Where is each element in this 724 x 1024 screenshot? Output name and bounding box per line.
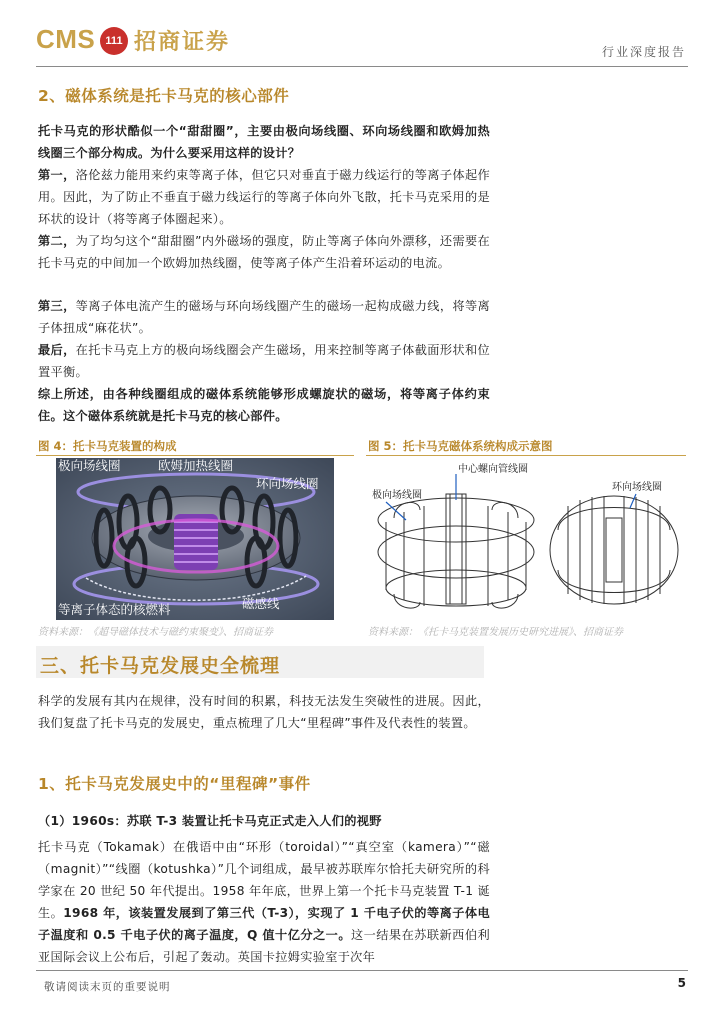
intro-paragraph: 托卡马克的形状酷似一个“甜甜圈”，主要由极向场线圈、环向场线圈和欧姆加热线圈三个部分构成。为什么要采用这样的设计？ [38,124,490,160]
figure5-source: 资料来源：《托卡马克装置发展历史研究进展》、招商证券 [368,627,623,638]
brand-logo-icon: 111 [100,27,128,55]
brand-logo-chinese: 招商证券 [134,30,231,55]
disclaimer-note: 敬请阅读末页的重要说明 [44,981,171,993]
figure5-magnet-diagram [368,460,686,620]
label-ohmic-coil: 欧姆加热线圈 [158,458,234,473]
milestone-paragraph [38,836,490,968]
label-central-solenoid: 中心螺向管线圈 [458,464,528,475]
paragraph-fourth [38,339,490,383]
paragraph-first [38,164,490,230]
label-toroidal-coil: 环向场线圈 [612,482,662,493]
paragraph-body: 等离子体电流产生的磁场与环向场线圈产生的磁场一起构成磁力线，将等离子体扭成“麻花状”。 [38,299,490,335]
header-divider [36,66,688,67]
figure4-rule [36,455,354,456]
page-number: 5 [677,976,686,990]
paragraph-body: 为了均匀这个“甜甜圈”内外磁场的强度，防止等离子体向外漂移，还需要在托卡马克的中间加一个欧姆加热线圈，使等离子体产生沿着环运动的电流。 [38,234,490,270]
paragraph-emphasis: 1968 年，该装置发展到了第三代（T-3），实现了 1 千电子伏的等离子体电子温度和 0.5 千电子伏的离子温度，Q 值十亿分之一。 [38,906,490,942]
footer-divider [36,970,688,971]
summary-paragraph: 综上所述，由各种线圈组成的磁体系统能够形成螺旋状的磁场，将等离子体约束住。这个磁体系统就是托卡马克的核心部件。 [38,387,490,423]
paragraph-second [38,230,490,274]
figure4-tokamak-image [56,458,334,620]
label-poloidal-coil: 极向场线圈 [372,490,422,501]
label-plasma-fuel: 等离子体态的核燃料 [58,602,171,617]
paragraph-lead: 第一， [38,168,76,182]
label-poloidal-coil: 极向场线圈 [58,458,121,473]
section3-intro: 科学的发展有其内在规律，没有时间的积累，科技无法发生突破性的进展。因此，我们复盘了托卡马克的发展史，重点梳理了几大“里程碑”事件及代表性的装置。 [38,694,490,730]
report-type-label: 行业深度报告 [601,45,686,59]
subsection-heading: 1、托卡马克发展史中的“里程碑”事件 [38,775,311,793]
sub-subsection-heading: （1）1960s：苏联 T-3 装置让托卡马克正式走入人们的视野 [38,814,382,828]
label-magnetic-lines: 磁感线 [242,596,280,611]
figure4-source: 资料来源：《超导磁体技术与磁约束聚变》、招商证券 [38,627,273,638]
figure5-caption: 图 5：托卡马克磁体系统构成示意图 [368,439,553,453]
paragraph-body: 洛伦兹力能用来约束等离子体，但它只对垂直于磁力线运行的等离子体起作用。因此，为了防止不垂直于磁力线运行的等离子体向外飞散，托卡马克采用的是环状的设计（将等离子体圈起来）。 [38,168,490,226]
paragraph-body: 托卡马克（Tokamak）在俄语中由“环形（toroidal）”“真空室（kamera）”“磁（magnit）”“线圈（kotushka）”几个词组成，最早被苏联库尔恰托夫研究所的科学家在 20 世纪 50 年代提出。1958 年年底，世界上第一个托卡马克装置 T-1 诞生。 [38,840,490,920]
section3-heading: 三、托卡马克发展史全梳理 [40,655,281,677]
brand-logo-latin: CMS [36,24,96,54]
paragraph-body: 在托卡马克上方的极向场线圈会产生磁场，用来控制等离子体截面形状和位置平衡。 [38,343,490,379]
section-heading: 2、磁体系统是托卡马克的核心部件 [38,87,290,105]
paragraph-body: 这一结果在苏联新西伯利亚国际会议上公布后，引起了轰动。英国卡拉姆实验室于次年 [38,928,490,964]
paragraph-lead: 第二， [38,234,76,248]
label-toroidal-coil: 环向场线圈 [256,476,319,491]
paragraph-lead: 最后， [38,343,76,357]
figure5-rule [366,455,686,456]
figure4-caption: 图 4：托卡马克装置的构成 [38,439,177,453]
paragraph-lead: 第三， [38,299,76,313]
paragraph-third [38,295,490,339]
